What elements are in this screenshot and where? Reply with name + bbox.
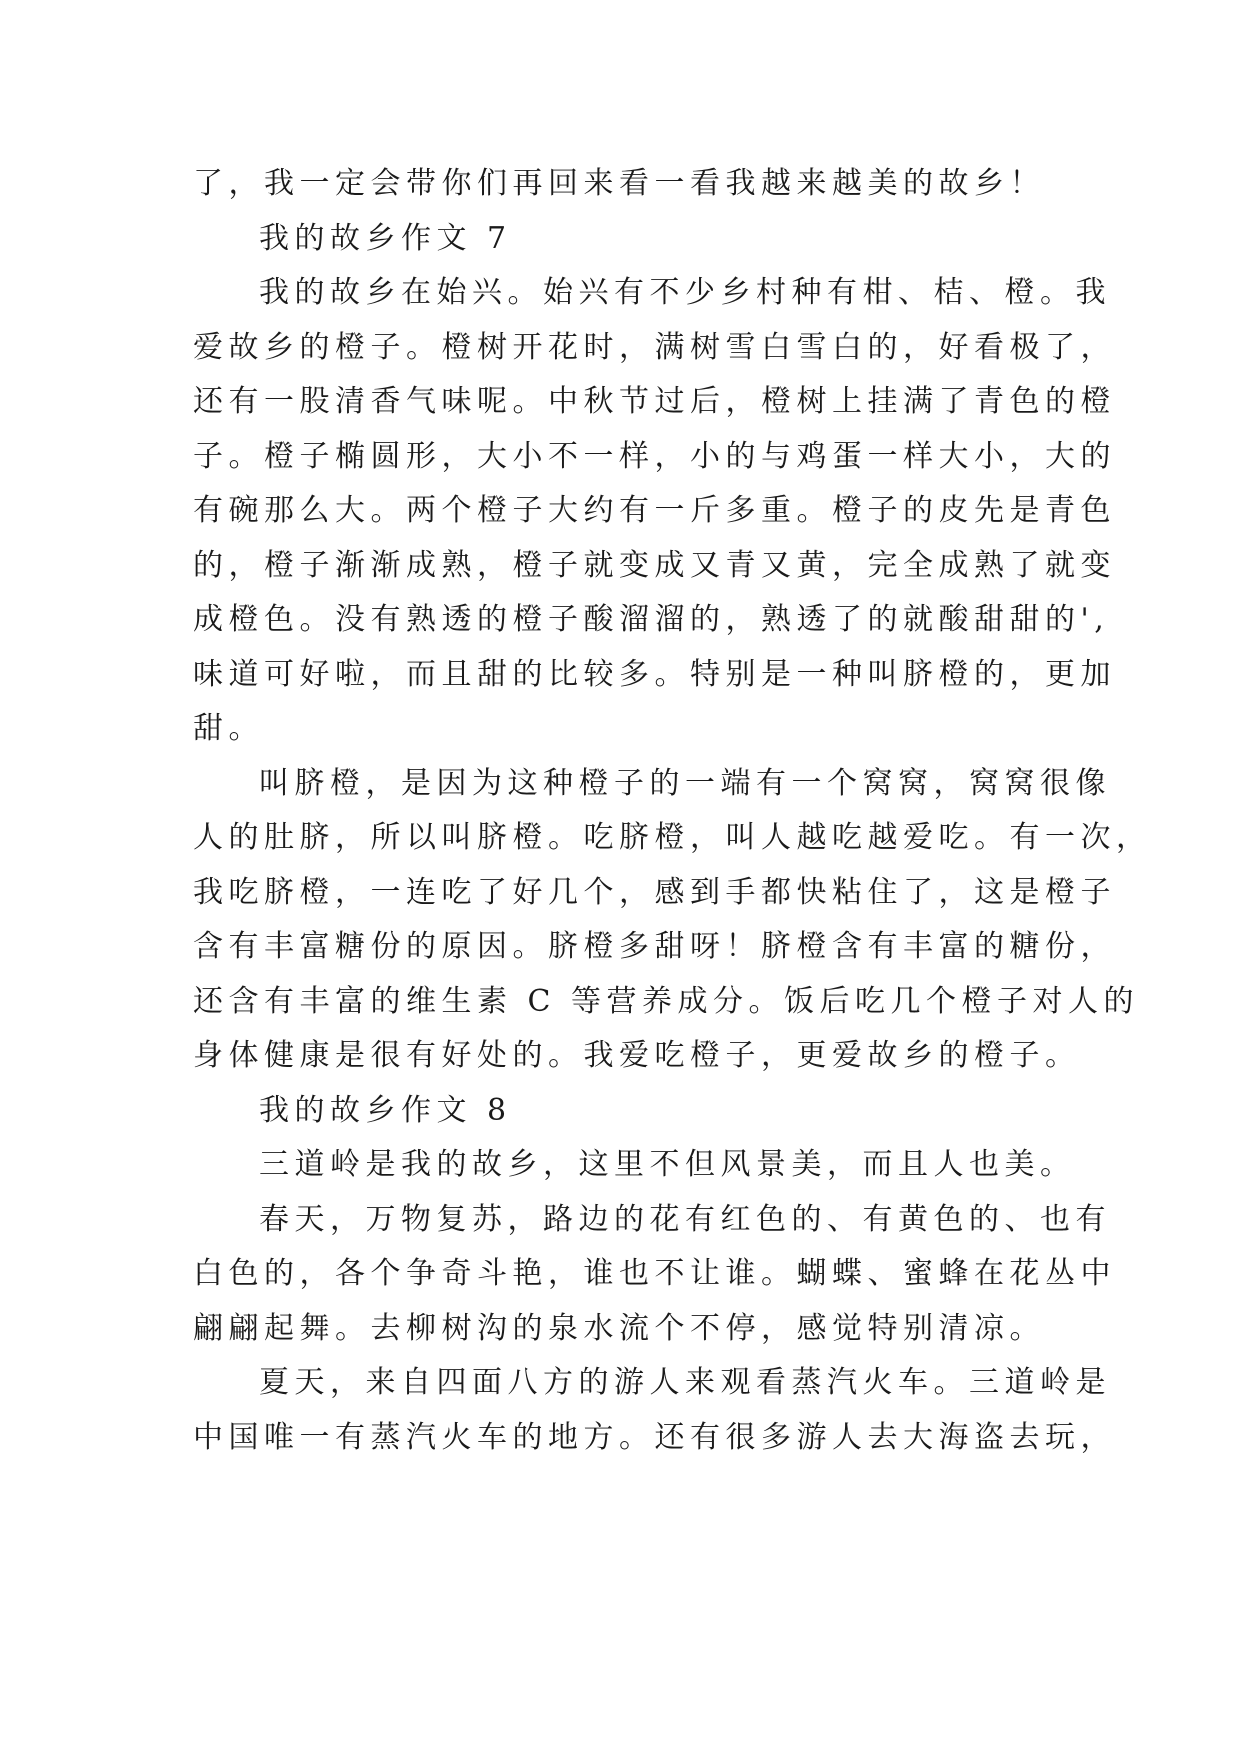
text-line: 三道岭是我的故乡，这里不但风景美，而且人也美。 bbox=[259, 1147, 1076, 1182]
text-line: 有碗那么大。两个橙子大约有一斤多重。橙子的皮先是青色 bbox=[193, 493, 1116, 528]
text-line: 夏天，来自四面八方的游人来观看蒸汽火车。三道岭是 bbox=[259, 1365, 1111, 1400]
text-line: 子。橙子椭圆形，大小不一样，小的与鸡蛋一样大小，大的 bbox=[193, 438, 1116, 474]
text-line: 人的肚脐，所以叫脐橙。吃脐橙，叫人越吃越爱吃。有一次， bbox=[193, 820, 1152, 855]
text-line: 春天，万物复苏，路边的花有红色的、有黄色的、也有 bbox=[259, 1201, 1111, 1237]
text-line: 含有丰富糖份的原因。脐橙多甜呀！脐橙含有丰富的糖份， bbox=[193, 929, 1116, 964]
text-line: 甜。 bbox=[193, 711, 264, 746]
text-line: 我的故乡在始兴。始兴有不少乡村种有柑、桔、橙。我 bbox=[259, 275, 1111, 310]
text-line: 还有一股清香气味呢。中秋节过后，橙树上挂满了青色的橙 bbox=[193, 384, 1116, 419]
text-line: 身体健康是很有好处的。我爱吃橙子，更爱故乡的橙子。 bbox=[193, 1038, 1081, 1073]
text-line: 翩翩起舞。去柳树沟的泉水流个不停，感觉特别清凉。 bbox=[193, 1310, 1045, 1346]
text-line: 的，橙子渐渐成熟，橙子就变成又青又黄，完全成熟了就变 bbox=[193, 547, 1116, 583]
text-line: 我吃脐橙，一连吃了好几个，感到手都快粘住了，这是橙子 bbox=[193, 874, 1116, 910]
document-body bbox=[193, 157, 1152, 1465]
text-line: 白色的，各个争奇斗艳，谁也不让谁。蝴蝶、蜜蜂在花丛中 bbox=[193, 1256, 1116, 1291]
text-line: 还含有丰富的维生素 C 等营养成分。饭后吃几个橙子对人的 bbox=[193, 983, 1140, 1019]
text-line: 叫脐橙，是因为这种橙子的一端有一个窝窝，窝窝很像 bbox=[259, 765, 1111, 801]
section-heading: 我的故乡作文 8 bbox=[259, 1092, 512, 1128]
section-heading: 我的故乡作文 7 bbox=[259, 220, 512, 256]
text-line: 了，我一定会带你们再回来看一看我越来越美的故乡！ bbox=[193, 166, 1045, 201]
text-line: 成橙色。没有熟透的橙子酸溜溜的，熟透了的就酸甜甜的', bbox=[193, 602, 1110, 637]
text-line: 爱故乡的橙子。橙树开花时，满树雪白雪白的，好看极了， bbox=[193, 329, 1116, 365]
text-line: 味道可好啦，而且甜的比较多。特别是一种叫脐橙的，更加 bbox=[193, 656, 1116, 692]
text-line: 中国唯一有蒸汽火车的地方。还有很多游人去大海盗去玩， bbox=[193, 1419, 1116, 1455]
